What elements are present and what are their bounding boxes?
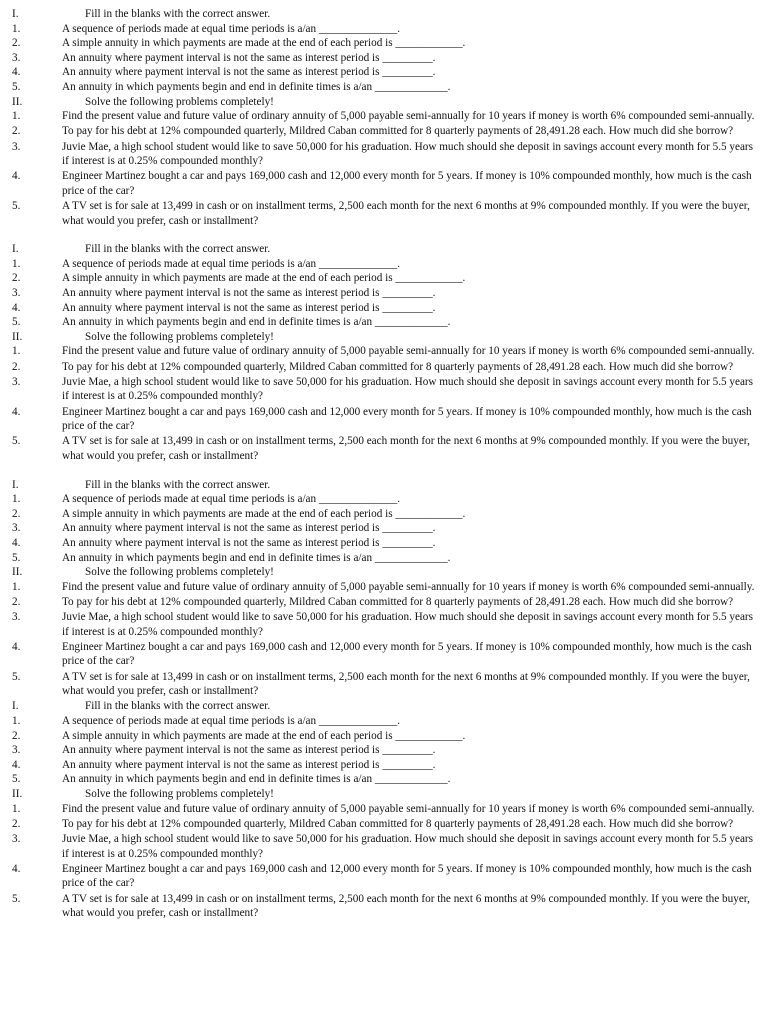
item-text: To pay for his debt at 12% compounded quarterly, Mildred Caban committed for 8 quarterly payments of 28,491.28 each. How much did she borrow? [62, 125, 734, 138]
problem-item [12, 169, 756, 198]
problem-item [12, 670, 756, 699]
section-heading [12, 7, 756, 22]
item-text: An annuity in which payments begin and end in definite times is a/an _____________. [62, 316, 451, 329]
item-number: 5. [12, 316, 21, 329]
item-number: 4. [12, 66, 21, 79]
problem-item [12, 109, 756, 124]
item-text: Find the present value and future value of ordinary annuity of 5,000 payable semi-annually for 10 years if money is worth 6% compounded semi-annually. [62, 110, 755, 123]
item-number: 5. [12, 200, 21, 213]
worksheet-block [12, 242, 756, 463]
item-number: 5. [12, 80, 21, 93]
fill-in-blank-item [12, 51, 756, 66]
item-text: Engineer Martinez bought a car and pays 169,000 cash and 12,000 every month for 5 years. If money is 10% compounded monthly, how much is the cash price of the car? [62, 862, 752, 890]
item-text: A sequence of periods made at equal time periods is a/an ______________. [62, 493, 401, 506]
worksheet-block [12, 478, 756, 699]
item-text: To pay for his debt at 12% compounded quarterly, Mildred Caban committed for 8 quarterly payments of 28,491.28 each. How much did she borrow? [62, 817, 734, 830]
item-text: Find the present value and future value of ordinary annuity of 5,000 payable semi-annually for 10 years if money is worth 6% compounded semi-annually. [62, 345, 755, 358]
item-text: An annuity where payment interval is not the same as interest period is _________. [62, 522, 436, 535]
problem-item [12, 640, 756, 669]
item-text: Juvie Mae, a high school student would like to save 50,000 for his graduation. How much should she deposit in savings account every month for 5.5 years if interest is at 0.25% compounded monthly? [62, 140, 754, 168]
section-heading [12, 787, 756, 802]
fill-in-blank-item [12, 301, 756, 316]
item-number: 2. [12, 595, 21, 608]
problem-item [12, 140, 756, 169]
section-heading [12, 242, 756, 257]
fill-in-blank-item [12, 743, 756, 758]
problem-item [12, 375, 756, 404]
fill-in-blank-item [12, 551, 756, 566]
item-text: A simple annuity in which payments are made at the end of each period is ____________. [62, 729, 466, 742]
item-text: A simple annuity in which payments are made at the end of each period is ____________. [62, 37, 466, 50]
item-text: An annuity where payment interval is not the same as interest period is _________. [62, 51, 436, 64]
fill-in-blank-item [12, 772, 756, 787]
item-number: 1. [12, 580, 21, 593]
problem-item [12, 595, 756, 610]
item-number: II. [12, 788, 23, 800]
item-number: 2. [12, 817, 21, 830]
fill-in-blank-item [12, 729, 756, 744]
item-text: To pay for his debt at 12% compounded quarterly, Mildred Caban committed for 8 quarterly payments of 28,491.28 each. How much did she borrow? [62, 360, 734, 373]
item-text: Solve the following problems completely! [85, 566, 274, 579]
item-number: 3. [12, 51, 21, 64]
item-number: 4. [12, 862, 21, 875]
item-text: Fill in the blanks with the correct answer. [85, 478, 271, 491]
item-text: Engineer Martinez bought a car and pays 169,000 cash and 12,000 every month for 5 years. If money is 10% compounded monthly, how much is the cash price of the car? [62, 170, 752, 197]
fill-in-blank-item [12, 65, 756, 80]
item-number: 3. [12, 744, 21, 757]
problem-item [12, 610, 756, 639]
item-number: 4. [12, 170, 21, 183]
item-text: A TV set is for sale at 13,499 in cash or on installment terms, 2,500 each month for the next 6 months at 9% compounded monthly. If you were the buyer, what would you prefer, cash or installment? [62, 892, 750, 920]
item-number: 1. [12, 493, 21, 506]
problem-item [12, 199, 756, 228]
problem-item [12, 405, 756, 434]
fill-in-blank-item [12, 271, 756, 286]
item-number: 3. [12, 287, 21, 300]
section-heading [12, 95, 756, 110]
item-number: I. [12, 243, 19, 256]
item-text: Juvie Mae, a high school student would like to save 50,000 for his graduation. How much should she deposit in savings account every month for 5.5 years if interest is at 0.25% compounded monthly? [62, 611, 754, 638]
problem-item [12, 344, 756, 359]
section-heading [12, 565, 756, 580]
item-number: 3. [12, 140, 21, 153]
item-number: II. [12, 95, 23, 108]
item-text: Juvie Mae, a high school student would like to save 50,000 for his graduation. How much should she deposit in savings account every month for 5.5 years if interest is at 0.25% compounded monthly? [62, 375, 754, 403]
item-text: An annuity where payment interval is not the same as interest period is _________. [62, 744, 436, 757]
item-text: An annuity where payment interval is not the same as interest period is _________. [62, 301, 436, 314]
problem-item [12, 832, 756, 861]
item-number: 2. [12, 272, 21, 285]
worksheet-block [12, 699, 756, 920]
item-number: 4. [12, 640, 21, 653]
item-number: 2. [12, 360, 21, 373]
item-text: An annuity where payment interval is not the same as interest period is _________. [62, 758, 436, 771]
item-text: To pay for his debt at 12% compounded quarterly, Mildred Caban committed for 8 quarterly payments of 28,491.28 each. How much did she borrow? [62, 595, 734, 608]
item-number: 5. [12, 670, 21, 683]
item-number: 1. [12, 257, 21, 270]
item-text: Engineer Martinez bought a car and pays 169,000 cash and 12,000 every month for 5 years. If money is 10% compounded monthly, how much is the cash price of the car? [62, 640, 752, 668]
item-text: Juvie Mae, a high school student would like to save 50,000 for his graduation. How much should she deposit in savings account every month for 5.5 years if interest is at 0.25% compounded monthly? [62, 832, 754, 860]
item-number: 4. [12, 536, 21, 549]
item-number: I. [12, 8, 19, 20]
item-text: A sequence of periods made at equal time periods is a/an ______________. [62, 257, 401, 270]
problem-item [12, 124, 756, 139]
item-text: An annuity in which payments begin and end in definite times is a/an _____________. [62, 551, 451, 564]
problem-item [12, 817, 756, 832]
item-number: I. [12, 478, 19, 491]
item-text: A TV set is for sale at 13,499 in cash or on installment terms, 2,500 each month for the next 6 months at 9% compounded monthly. If you were the buyer, what would you prefer, cash or installment? [62, 435, 750, 462]
item-number: 4. [12, 758, 21, 771]
item-number: 1. [12, 715, 21, 728]
item-number: 2. [12, 125, 21, 138]
item-number: 2. [12, 507, 21, 520]
item-number: 3. [12, 611, 21, 624]
item-text: A sequence of periods made at equal time periods is a/an ______________. [62, 715, 401, 728]
item-text: An annuity where payment interval is not the same as interest period is _________. [62, 536, 436, 549]
problem-item [12, 434, 756, 463]
item-text: Solve the following problems completely! [85, 95, 274, 108]
section-heading [12, 330, 756, 345]
item-number: 1. [12, 802, 21, 815]
item-text: Find the present value and future value of ordinary annuity of 5,000 payable semi-annually for 10 years if money is worth 6% compounded semi-annually. [62, 580, 755, 593]
item-number: 3. [12, 832, 21, 845]
item-number: 4. [12, 405, 21, 418]
item-text: Solve the following problems completely! [85, 788, 274, 800]
item-number: 3. [12, 522, 21, 535]
item-text: Fill in the blanks with the correct answer. [85, 8, 271, 20]
fill-in-blank-item [12, 714, 756, 729]
fill-in-blank-item [12, 80, 756, 95]
item-text: Find the present value and future value of ordinary annuity of 5,000 payable semi-annually for 10 years if money is worth 6% compounded semi-annually. [62, 802, 755, 815]
fill-in-blank-item [12, 315, 756, 330]
fill-in-blank-item [12, 758, 756, 773]
section-heading [12, 699, 756, 714]
problem-item [12, 892, 756, 921]
fill-in-blank-item [12, 492, 756, 507]
item-text: A TV set is for sale at 13,499 in cash or on installment terms, 2,500 each month for the next 6 months at 9% compounded monthly. If you were the buyer, what would you prefer, cash or installment? [62, 670, 750, 698]
item-number: 1. [12, 345, 21, 358]
item-number: 5. [12, 435, 21, 448]
item-number: 1. [12, 110, 21, 123]
item-text: A simple annuity in which payments are made at the end of each period is ____________. [62, 507, 466, 520]
fill-in-blank-item [12, 257, 756, 272]
item-text: An annuity in which payments begin and end in definite times is a/an _____________. [62, 80, 451, 93]
section-heading [12, 478, 756, 493]
item-number: 3. [12, 375, 21, 388]
item-number: I. [12, 700, 19, 713]
item-number: 5. [12, 773, 21, 786]
fill-in-blank-item [12, 22, 756, 37]
fill-in-blank-item [12, 36, 756, 51]
fill-in-blank-item [12, 521, 756, 536]
fill-in-blank-item [12, 286, 756, 301]
item-text: Fill in the blanks with the correct answer. [85, 243, 271, 256]
item-number: 5. [12, 551, 21, 564]
problem-item [12, 360, 756, 375]
item-text: Solve the following problems completely! [85, 330, 274, 343]
item-text: Fill in the blanks with the correct answer. [85, 700, 271, 713]
item-number: II. [12, 566, 23, 579]
item-text: An annuity where payment interval is not the same as interest period is _________. [62, 287, 436, 300]
item-number: 4. [12, 301, 21, 314]
item-text: Engineer Martinez bought a car and pays 169,000 cash and 12,000 every month for 5 years. If money is 10% compounded monthly, how much is the cash price of the car? [62, 405, 752, 433]
item-number: 2. [12, 729, 21, 742]
problem-item [12, 802, 756, 817]
item-text: A TV set is for sale at 13,499 in cash or on installment terms, 2,500 each month for the next 6 months at 9% compounded monthly. If you were the buyer, what would you prefer, cash or installment? [62, 200, 750, 227]
problem-item [12, 862, 756, 891]
worksheet-block [12, 7, 756, 228]
item-text: A simple annuity in which payments are made at the end of each period is ____________. [62, 272, 466, 285]
item-text: A sequence of periods made at equal time periods is a/an ______________. [62, 22, 401, 35]
fill-in-blank-item [12, 507, 756, 522]
item-number: 5. [12, 892, 21, 905]
item-number: 2. [12, 37, 21, 50]
item-text: An annuity in which payments begin and end in definite times is a/an _____________. [62, 773, 451, 786]
problem-item [12, 580, 756, 595]
item-text: An annuity where payment interval is not the same as interest period is _________. [62, 66, 436, 79]
fill-in-blank-item [12, 536, 756, 551]
item-number: II. [12, 330, 23, 343]
item-number: 1. [12, 22, 21, 35]
